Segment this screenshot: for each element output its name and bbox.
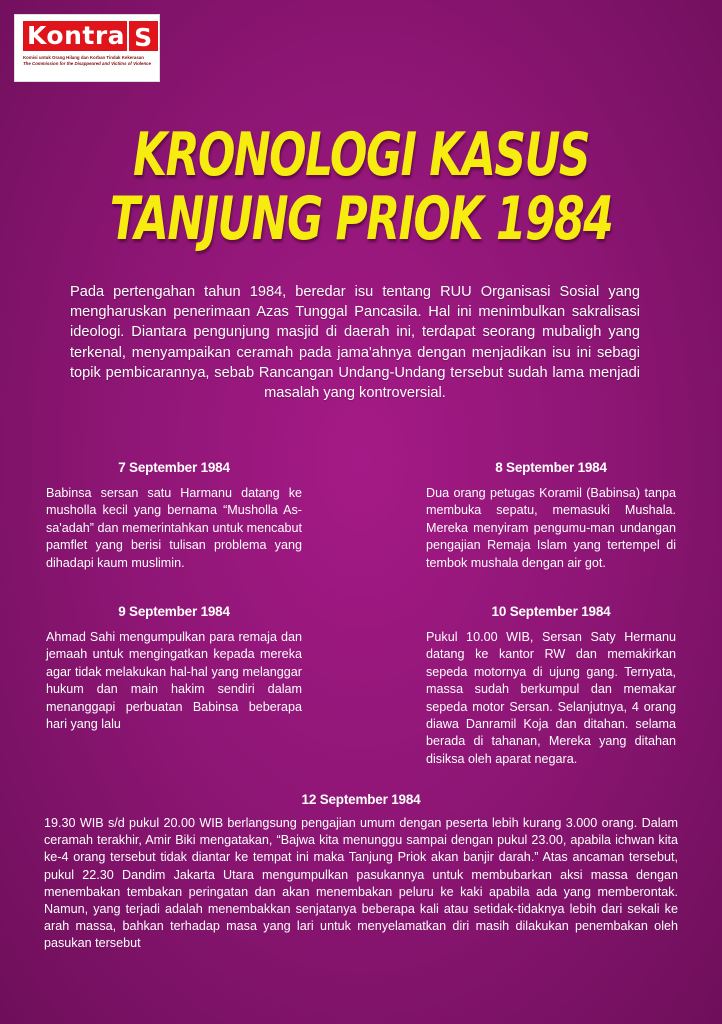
entry-text: Dua orang petugas Koramil (Babinsa) tanpa membuka sepatu, memasuki Mushala. Mereka menyiram pengumu-man undangan pengajian Remaja Islam yang tertempel di tembok mushala dengan air got. (426, 486, 676, 570)
timeline-entry-9-september (46, 604, 302, 733)
entry-date: 8 September 1984 (495, 460, 607, 475)
logo-subtitle-id: Komisi untuk Orang Hilang dan Korban Tindak Kekerasan (23, 55, 144, 60)
timeline-entry-10-september (426, 604, 676, 768)
entry-date: 10 September 1984 (491, 604, 611, 619)
entry-text: Pukul 10.00 WIB, Sersan Saty Hermanu datang ke kantor RW dan memakirkan sepeda motornya di ujung gang. Ternyata, massa sudah berkumpul dan memakar sepeda motor Sersan. Selanjutnya, 4 orang diawa Danramil Koja dan ditahan. selama berada di tahanan, Mereka yang ditahan disiksa oleh aparat negara. (426, 630, 676, 766)
kontras-logo (14, 14, 160, 82)
logo-wordmark (23, 21, 158, 51)
logo-subtitle-en: The Commission for the Disappeared and Victims of Violence (23, 61, 152, 66)
timeline-entry-8-september (426, 460, 676, 572)
entry-text: Ahmad Sahi mengumpulkan para remaja dan jemaah untuk mengingatkan kepada mereka agar tidak melakukan hal-hal yang melanggar hukum dan main hakim sendiri dalam menanggapi perbuatan Babinsa beberapa hari yang lalu (46, 630, 302, 732)
timeline-entry-12-september (44, 792, 678, 953)
entry-date: 12 September 1984 (301, 792, 421, 807)
entry-text: Babinsa sersan satu Harmanu datang ke musholla kecil yang bernama “Musholla As-sa'adah” dan memerintahkan untuk mencabut pamflet yang berisi tulisan problema yang dihadapi kaum muslimin. (46, 486, 302, 570)
entry-date: 9 September 1984 (118, 604, 230, 619)
logo-word-main: Kontra (23, 21, 127, 51)
timeline-entry-7-september (46, 460, 302, 572)
entry-text: 19.30 WIB s/d pukul 20.00 WIB berlangsung pengajian umum dengan peserta lebih kurang 3.000 orang. Dalam ceramah terakhir, Amir Biki mengatakan, “Bajwa kita menunggu sampai dengan pukul 23.00, apabila ichwan kita ke-4 orang tersebut tidak diantar ke tempat ini maka Tanjung Priok akan banjir darah.” Atas ancaman tersebut, pukul 22.30 Dandim Jakarta Utara mengumpulkan pasukannya untuk membubarkan aksi massa dengan menembakan tembakan peringatan dan akan menembakan peluru ke kaki apabila ada yang memberontak. Namun, yang terjadi adalah menembakkan senjatanya beberapa kali atau setidak-tidaknya lebih dari sekali ke arah massa, bahkan terhadap masa yang lari untuk menyelamatkan diri masih dilakukan penembakan oleh pasukan tersebut (44, 816, 678, 951)
entry-date: 7 September 1984 (118, 460, 230, 475)
intro-paragraph: Pada pertengahan tahun 1984, beredar isu tentang RUU Organisasi Sosial yang mengharuskan penerimaan Azas Tunggal Pancasila. Hal ini menimbulkan sakralisasi ideologi. Diantara pengunjung masjid di daerah ini, terdapat seorang mubaligh yang terkenal, menyampaikan ceramah pada jama'ahnya dengan menjadikan isu ini sebagi topik pembicarannya, sebab Rancangan Undang-Undang tersebut sudah lama menjadi masalah yang kontroversial. (70, 284, 640, 402)
logo-word-s: S (129, 21, 158, 51)
page-title-line-2: TANJUNG PRIOK 1984 (109, 185, 613, 254)
page-title-line-1: KRONOLOGI KASUS (132, 121, 590, 190)
